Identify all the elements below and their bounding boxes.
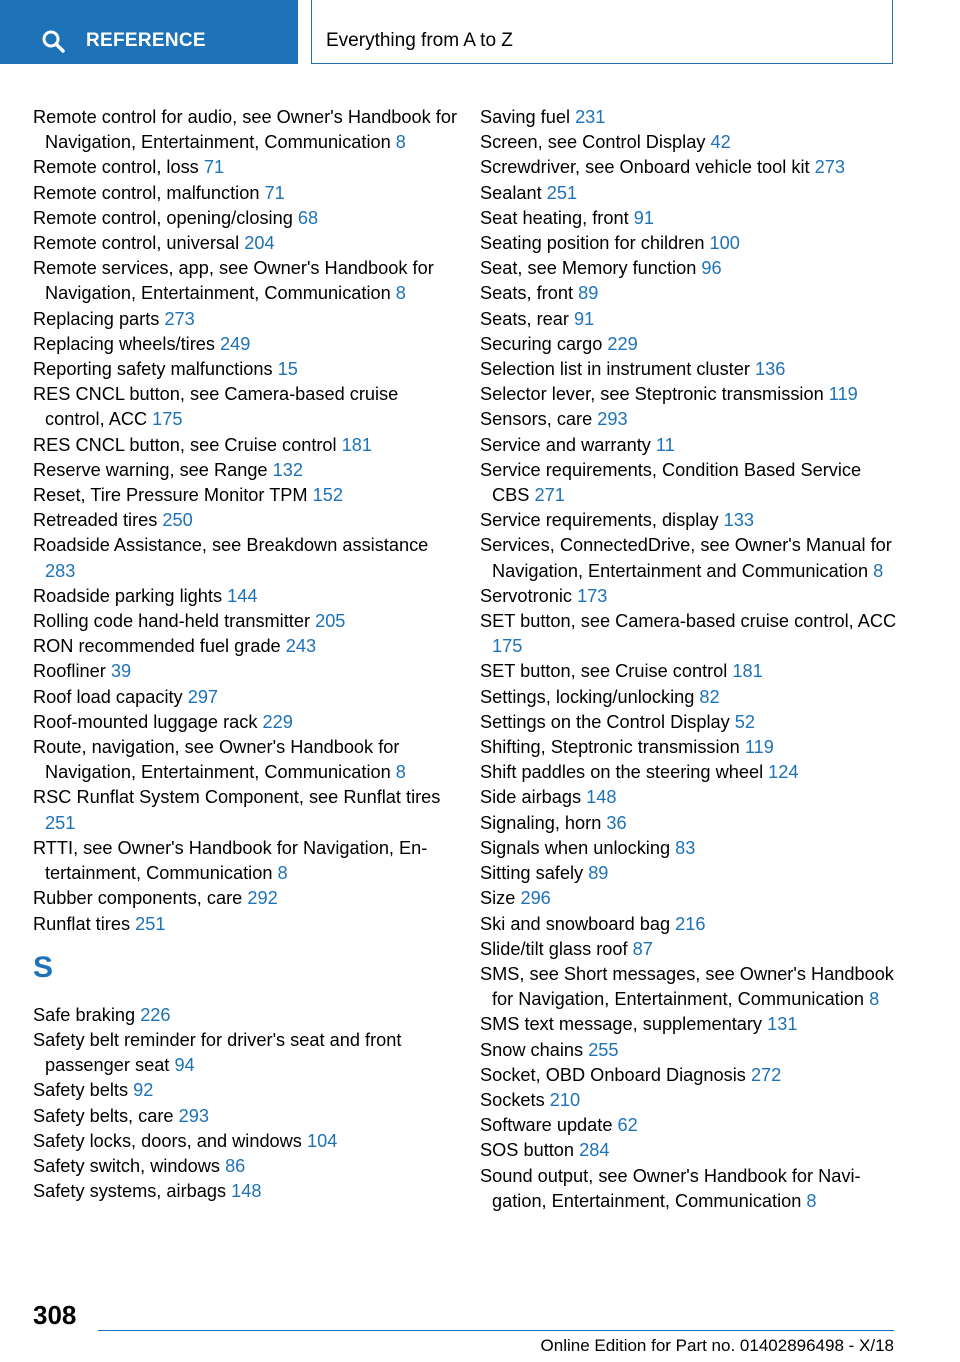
page-reference-link[interactable]: 144 <box>227 585 258 606</box>
page-reference-link[interactable]: 15 <box>277 359 298 380</box>
page-reference-link[interactable]: 8 <box>395 132 406 153</box>
index-entry-text: Remote control, loss <box>33 157 199 178</box>
index-entry-text: SMS text message, supplementary <box>480 1014 763 1035</box>
page-reference-link[interactable]: 249 <box>220 333 251 354</box>
page-reference-link[interactable]: 8 <box>869 989 880 1010</box>
index-list-s <box>33 1003 458 1205</box>
index-entry <box>33 710 458 735</box>
index-entry <box>33 785 458 835</box>
index-entry <box>33 256 458 306</box>
index-entry <box>480 181 900 206</box>
index-entry <box>33 735 458 785</box>
page-reference-link[interactable]: 11 <box>655 434 675 455</box>
page-reference-link[interactable]: 68 <box>297 207 319 228</box>
index-entry <box>480 357 900 382</box>
page-reference-link[interactable]: 136 <box>754 359 786 380</box>
index-entry-text: Remote control, universal <box>33 233 240 254</box>
index-entry-text: Service and warranty <box>480 434 651 455</box>
index-entry <box>33 609 458 634</box>
index-entry-text: Retreaded tires <box>33 510 158 531</box>
chapter-title-tab <box>311 0 893 64</box>
index-entry-text: Selector lever, see Steptronic transmission <box>480 384 824 405</box>
page-reference-link[interactable]: 250 <box>162 510 193 531</box>
page-reference-link[interactable]: 148 <box>586 787 617 808</box>
index-entry-text: Settings on the Control Display <box>480 711 730 732</box>
index-entry-text: Roadside parking lights <box>33 585 223 606</box>
index-entry-text: Services, ConnectedDrive, see Owner's Manual for Navigation, Entertainment and Communication <box>480 535 892 581</box>
index-column-right <box>480 105 900 1214</box>
index-entry <box>480 811 900 836</box>
index-entry <box>480 155 900 180</box>
index-entry <box>480 281 900 306</box>
index-entry <box>480 1138 900 1163</box>
index-entry-text: Safety locks, doors, and windows <box>33 1130 302 1151</box>
page-reference-link[interactable]: 8 <box>395 762 406 783</box>
index-entry-text: Seats, rear <box>480 308 569 329</box>
index-entry <box>33 181 458 206</box>
index-entry <box>480 1038 900 1063</box>
index-list-s-continued <box>480 105 900 1214</box>
page-reference-link[interactable]: 131 <box>767 1014 798 1035</box>
page-reference-link[interactable]: 273 <box>814 157 845 178</box>
page-reference-link[interactable]: 251 <box>546 182 578 203</box>
page-reference-link[interactable]: 273 <box>164 308 195 329</box>
index-entry-text: Service requirements, display <box>480 510 719 531</box>
index-entry-text: Remote services, app, see Owner's Handbook for Navigation, Entertainment, Communication <box>33 258 434 304</box>
page-reference-link[interactable]: 119 <box>828 384 858 405</box>
index-entry <box>480 508 900 533</box>
index-entry-text: RES CNCL button, see Cruise control <box>33 434 337 455</box>
page-reference-link[interactable]: 104 <box>306 1130 338 1151</box>
page-reference-link[interactable]: 204 <box>244 233 275 254</box>
index-entry <box>480 785 900 810</box>
index-entry <box>33 1003 458 1028</box>
page-reference-link[interactable]: 216 <box>675 913 706 934</box>
index-entry-text: Sitting safely <box>480 863 584 884</box>
index-entry <box>480 256 900 281</box>
page-reference-link[interactable]: 71 <box>264 182 285 203</box>
index-entry <box>480 760 900 785</box>
page-reference-link[interactable]: 284 <box>579 1140 610 1161</box>
page-reference-link[interactable]: 89 <box>578 283 599 304</box>
index-entry <box>33 357 458 382</box>
index-entry <box>33 886 458 911</box>
page-reference-link[interactable]: 8 <box>806 1190 817 1211</box>
index-entry-text: Servotronic <box>480 585 572 606</box>
index-entry <box>480 1164 900 1214</box>
index-entry <box>480 382 900 407</box>
page-reference-link[interactable]: 96 <box>701 258 722 279</box>
index-entry <box>480 1063 900 1088</box>
index-entry-text: RON recommended fuel grade <box>33 636 281 657</box>
index-list-r <box>33 105 458 937</box>
index-entry-text: Safety switch, windows <box>33 1155 220 1176</box>
page-reference-link[interactable]: 92 <box>133 1080 154 1101</box>
index-entry-text: RES CNCL button, see Camera-based cruise control, ACC <box>33 384 399 430</box>
index-entry <box>33 206 458 231</box>
page-reference-link[interactable]: 175 <box>152 409 183 430</box>
page-reference-link[interactable]: 205 <box>315 611 346 632</box>
page-reference-link[interactable]: 94 <box>174 1055 195 1076</box>
index-entry <box>33 105 458 155</box>
index-entry <box>480 861 900 886</box>
index-entry-text: Remote control, malfunction <box>33 182 260 203</box>
footer-divider <box>98 1330 894 1331</box>
index-entry <box>480 710 900 735</box>
index-entry-text: Reset, Tire Pressure Monitor TPM <box>33 485 308 506</box>
page-reference-link[interactable]: 181 <box>341 434 373 455</box>
index-entry <box>480 206 900 231</box>
page-reference-link[interactable]: 87 <box>632 938 653 959</box>
index-entry <box>480 886 900 911</box>
index-entry <box>480 836 900 861</box>
page-reference-link[interactable]: 293 <box>597 409 628 430</box>
index-entry-text: Rubber components, care <box>33 888 243 909</box>
edition-note: Online Edition for Part no. 01402896498 - X/18 <box>540 1336 894 1355</box>
index-entry-text: Remote control for audio, see Owner's Handbook for Navigation, Entertainment, Communication <box>33 107 458 153</box>
index-entry-text: Seats, front <box>480 283 574 304</box>
index-entry-text: Sockets <box>480 1089 545 1110</box>
page-reference-link[interactable]: 175 <box>492 636 523 657</box>
index-entry <box>33 659 458 684</box>
index-entry-text: Screwdriver, see Onboard vehicle tool kit <box>480 157 810 178</box>
search-icon <box>41 29 65 53</box>
index-entry-text: Saving fuel <box>480 107 570 127</box>
page-reference-link[interactable]: 89 <box>588 863 609 884</box>
index-entry-text: Selection list in instrument cluster <box>480 359 750 380</box>
section-tab-reference[interactable] <box>0 0 298 64</box>
index-entry <box>33 1154 458 1179</box>
page-reference-link[interactable]: 62 <box>617 1115 638 1136</box>
page-reference-link[interactable]: 132 <box>272 459 303 480</box>
index-entry <box>480 962 900 1012</box>
page-reference-link[interactable]: 229 <box>262 711 293 732</box>
index-entry <box>480 307 900 332</box>
index-column-left <box>33 105 458 1204</box>
page-reference-link[interactable]: 255 <box>588 1039 619 1060</box>
index-entry <box>480 407 900 432</box>
page-reference-link[interactable]: 91 <box>633 207 654 228</box>
index-entry-text: Roof load capacity <box>33 686 183 707</box>
page-reference-link[interactable]: 283 <box>45 560 76 581</box>
page-reference-link[interactable]: 272 <box>750 1064 782 1085</box>
page-reference-link[interactable]: 292 <box>247 888 278 909</box>
index-entry-text: Screen, see Control Display <box>480 132 706 153</box>
page-reference-link[interactable]: 148 <box>231 1181 262 1202</box>
index-entry <box>480 937 900 962</box>
page-reference-link[interactable]: 251 <box>135 913 166 934</box>
index-entry <box>33 836 458 886</box>
index-entry <box>33 483 458 508</box>
index-entry <box>480 685 900 710</box>
index-entry-text: Remote control, opening/closing <box>33 207 293 228</box>
index-entry <box>480 130 900 155</box>
index-entry <box>33 307 458 332</box>
index-entry <box>33 508 458 533</box>
index-entry-text: Roadside Assistance, see Breakdown assistance <box>33 535 429 556</box>
index-entry-text: SET button, see Cruise control <box>480 661 728 682</box>
index-entry-text: Reserve warning, see Range <box>33 459 268 480</box>
section-label: REFERENCE <box>86 30 206 51</box>
index-entry-text: Replacing parts <box>33 308 160 329</box>
page-reference-link[interactable]: 251 <box>45 812 76 833</box>
index-entry-text: Safety belts, care <box>33 1105 174 1126</box>
page-reference-link[interactable]: 8 <box>277 863 288 884</box>
index-entry-text: RTTI, see Owner's Handbook for Navigation, Entertainment, Communication <box>33 837 428 884</box>
page-reference-link[interactable]: 173 <box>577 585 608 606</box>
page-reference-link[interactable]: 39 <box>110 661 132 682</box>
index-entry-text: Roofliner <box>33 661 106 682</box>
page-reference-link[interactable]: 83 <box>675 837 696 858</box>
index-entry-text: RSC Runflat System Component, see Runflat tires <box>33 787 441 808</box>
index-entry <box>480 659 900 684</box>
index-entry <box>480 533 900 583</box>
index-entry <box>33 533 458 583</box>
index-entry-text: Shift paddles on the steering wheel <box>480 762 764 783</box>
index-entry-text: Socket, OBD Onboard Diagnosis <box>480 1064 746 1085</box>
index-entry <box>33 155 458 180</box>
page-reference-link[interactable]: 133 <box>723 510 754 531</box>
index-entry-text: Safety belts <box>33 1080 129 1101</box>
index-entry <box>33 912 458 937</box>
page-reference-link[interactable]: 297 <box>187 686 219 707</box>
page-reference-link[interactable]: 226 <box>140 1004 171 1025</box>
index-entry <box>480 458 900 508</box>
index-entry-text: Size <box>480 888 516 909</box>
page-reference-link[interactable]: 152 <box>312 485 344 506</box>
page-reference-link[interactable]: 210 <box>549 1089 581 1110</box>
index-entry <box>480 105 900 130</box>
index-entry-text: Settings, locking/unlocking <box>480 686 695 707</box>
index-entry-text: Sealant <box>480 182 542 203</box>
page-reference-link[interactable]: 71 <box>203 157 225 178</box>
page-reference-link[interactable]: 296 <box>520 888 551 909</box>
index-entry-text: Route, navigation, see Owner's Handbook for Navigation, Entertainment, Communication <box>33 737 400 783</box>
index-entry <box>33 433 458 458</box>
index-entry-text: Seating position for children <box>480 233 705 254</box>
page-reference-link[interactable]: 42 <box>710 132 731 153</box>
index-entry-text: SOS button <box>480 1140 575 1161</box>
page-number: 308 <box>33 1300 77 1330</box>
page-reference-link[interactable]: 271 <box>534 485 565 506</box>
index-entry <box>480 609 900 659</box>
index-entry-text: SMS, see Short messages, see Owner's Handbook for Navigation, Entertainment, Communication <box>480 963 894 1010</box>
index-entry-text: Ski and snowboard bag <box>480 913 671 934</box>
index-entry-text: Snow chains <box>480 1039 584 1060</box>
index-entry-text: Reporting safety malfunctions <box>33 359 273 380</box>
index-entry <box>480 433 900 458</box>
index-entry <box>33 634 458 659</box>
section-letter: S <box>33 950 54 984</box>
index-entry-text: Safety belt reminder for driver's seat and front passenger seat <box>33 1029 402 1076</box>
page-reference-link[interactable]: 86 <box>225 1155 246 1176</box>
page-reference-link[interactable]: 231 <box>575 107 606 127</box>
page-reference-link[interactable]: 243 <box>285 636 317 657</box>
index-entry <box>33 1179 458 1204</box>
index-entry <box>33 1028 458 1078</box>
index-entry-text: Signals when unlocking <box>480 837 671 858</box>
page-header <box>0 0 960 66</box>
index-entry <box>33 1078 458 1103</box>
page-reference-link[interactable]: 52 <box>734 711 756 732</box>
index-entry-text: Seat heating, front <box>480 207 629 228</box>
index-entry <box>33 332 458 357</box>
index-entry <box>33 382 458 432</box>
page-reference-link[interactable]: 293 <box>178 1105 209 1126</box>
page-reference-link[interactable]: 229 <box>607 333 638 354</box>
index-entry-text: Rolling code hand-held transmitter <box>33 611 311 632</box>
index-entry <box>33 231 458 256</box>
index-entry-text: Slide/tilt glass roof <box>480 938 628 959</box>
index-entry <box>480 231 900 256</box>
index-entry <box>480 1113 900 1138</box>
index-entry <box>480 735 900 760</box>
index-entry <box>480 1012 900 1037</box>
index-entry <box>480 332 900 357</box>
index-entry-text: Safe braking <box>33 1004 136 1025</box>
index-entry <box>33 685 458 710</box>
index-entry-text: Seat, see Memory function <box>480 258 697 279</box>
page-reference-link[interactable]: 8 <box>395 283 406 304</box>
chapter-title: Everything from A to Z <box>326 30 513 51</box>
page-reference-link[interactable]: 91 <box>574 308 595 329</box>
index-entry <box>480 912 900 937</box>
page-reference-link[interactable]: 181 <box>732 661 763 682</box>
index-entry-text: Sensors, care <box>480 409 593 430</box>
index-entry-text: Service requirements, Condition Based Service CBS <box>480 459 862 506</box>
page-reference-link[interactable]: 119 <box>744 737 774 758</box>
index-entry-text: Shifting, Steptronic transmission <box>480 737 740 758</box>
index-entry-text: Signaling, horn <box>480 812 602 833</box>
index-entry-text: Securing cargo <box>480 333 603 354</box>
index-entry <box>33 1129 458 1154</box>
index-entry <box>33 584 458 609</box>
index-entry <box>480 1088 900 1113</box>
index-entry <box>33 458 458 483</box>
index-entry-text: SET button, see Camera-based cruise control, ACC <box>480 611 897 632</box>
page-reference-link[interactable]: 82 <box>699 686 720 707</box>
page-reference-link[interactable]: 36 <box>606 812 627 833</box>
index-entry-text: Safety systems, airbags <box>33 1181 227 1202</box>
index-entry-text: Runflat tires <box>33 913 131 934</box>
index-entry-text: Replacing wheels/tires <box>33 333 215 354</box>
index-entry <box>480 584 900 609</box>
index-entry-text: Roof-mounted luggage rack <box>33 711 258 732</box>
page-reference-link[interactable]: 8 <box>873 560 884 581</box>
index-entry <box>33 1104 458 1129</box>
page-reference-link[interactable]: 124 <box>768 762 799 783</box>
index-entry-text: Side airbags <box>480 787 582 808</box>
index-entry-text: Software update <box>480 1115 613 1136</box>
page-reference-link[interactable]: 100 <box>709 233 740 254</box>
index-entry-text: Sound output, see Owner's Handbook for Navigation, Entertainment, Communication <box>480 1165 861 1211</box>
